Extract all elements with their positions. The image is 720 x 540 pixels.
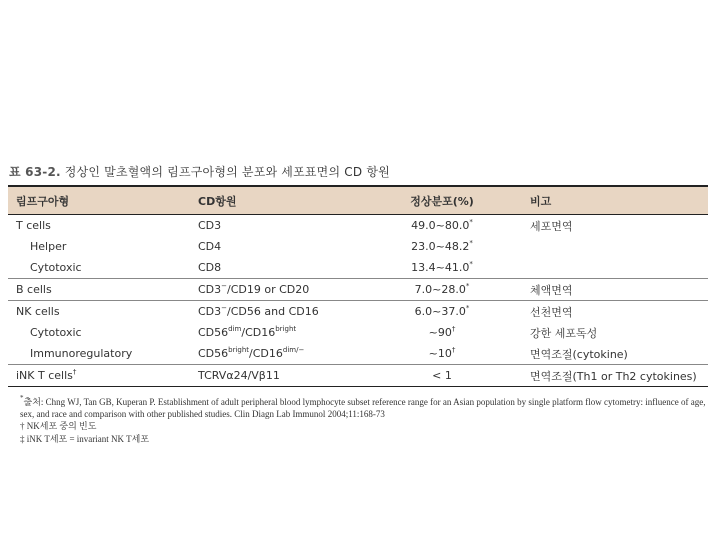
range-value: < 1 — [432, 369, 452, 382]
cell-subtype — [8, 343, 190, 365]
cd-main: TCRVα24/Vβ11 — [198, 369, 280, 382]
cell-normal-range — [362, 365, 522, 387]
cell-subtype — [8, 215, 190, 237]
subtype-label: NK cells — [16, 305, 60, 318]
range-mark: † — [451, 325, 456, 333]
cell-normal-range — [362, 322, 522, 343]
footnote-source-text: 출처: Chng WJ, Tan GB, Kuperan P. Establishment of adult peripheral blood lymphocyte subset reference range for an Asian population by single platform flow cytometry: influence of age, sex, and race and comparison with other published studies. Clin Diagn Lab Immunol 2004;11:168-73 — [20, 397, 706, 419]
cell-cd-antigen — [190, 236, 362, 257]
cell-cd-antigen — [190, 301, 362, 323]
footnote-source-mark: * — [20, 394, 24, 402]
range-value: ~10 — [428, 347, 452, 360]
cell-normal-range — [362, 343, 522, 365]
cell-cd-antigen — [190, 365, 362, 387]
footnote-source — [20, 396, 710, 420]
range-mark: * — [469, 260, 473, 268]
range-mark: * — [469, 218, 473, 226]
range-value: 49.0~80.0 — [411, 219, 470, 232]
cd-main: CD3 — [198, 305, 222, 318]
range-value: 23.0~48.2 — [411, 240, 470, 253]
cd-mid: /CD19 or CD20 — [227, 283, 310, 296]
range-value: 6.0~37.0 — [414, 305, 466, 318]
cd-main: CD3 — [198, 219, 222, 232]
cell-normal-range — [362, 301, 522, 323]
cd-sup-2: bright — [275, 325, 297, 333]
range-mark: * — [465, 282, 470, 290]
cell-subtype — [8, 301, 190, 323]
table-row — [8, 279, 708, 301]
cell-cd-antigen — [190, 279, 362, 301]
cell-subtype — [8, 279, 190, 301]
range-value: ~90 — [428, 326, 452, 339]
cell-note: 선천면역 — [522, 301, 708, 323]
range-mark: † — [451, 346, 456, 354]
cell-cd-antigen — [190, 343, 362, 365]
cd-mid: /CD16 — [241, 326, 276, 339]
cell-normal-range — [362, 236, 522, 257]
cd-sup-1: − — [221, 282, 228, 290]
cd-main: CD4 — [198, 240, 222, 253]
range-mark: * — [465, 304, 470, 312]
table-row — [8, 257, 708, 279]
subtype-label: B cells — [16, 283, 52, 296]
table-title — [9, 163, 390, 180]
range-value: 7.0~28.0 — [414, 283, 466, 296]
cell-note: 강한 세포독성 — [530, 326, 598, 340]
cd-sup-1: bright — [228, 346, 250, 354]
cell-cd-antigen — [190, 257, 362, 279]
cd-sup-2: dim/− — [282, 346, 305, 354]
table-caption: 정상인 말초혈액의 림프구아형의 분포와 세포표면의 CD 항원 — [64, 165, 390, 179]
table-header-row — [8, 186, 708, 215]
cell-cd-antigen — [190, 215, 362, 237]
cell-note: 체액면역 — [522, 279, 708, 301]
lymphocyte-table — [8, 185, 708, 387]
cell-note — [522, 236, 708, 257]
table-row — [8, 343, 708, 365]
table-row — [8, 365, 708, 387]
cd-main: CD8 — [198, 261, 222, 274]
table-row — [8, 236, 708, 257]
footnote-dagger-2: ‡ iNK T세포 = invariant NK T세포 — [20, 434, 150, 444]
subtype-label: Cytotoxic — [30, 326, 82, 339]
subtype-label: T cells — [16, 219, 51, 232]
subtype-label: iNK T cells — [16, 369, 73, 382]
cell-subtype — [8, 236, 190, 257]
table-number: 표 63-2. — [9, 165, 61, 179]
range-value: 13.4~41.0 — [411, 261, 470, 274]
cell-note — [522, 257, 708, 279]
subtype-mark: † — [72, 368, 77, 376]
cell-note: 면역조절(Th1 or Th2 cytokines) — [522, 365, 708, 387]
cd-sup-1: dim — [228, 325, 242, 333]
cell-note: 세포면역 — [522, 215, 708, 237]
header-subtype: 림프구아형 — [8, 186, 190, 215]
header-note: 비고 — [522, 186, 708, 215]
footnote-dagger-1: † NK세포 중의 빈도 — [20, 421, 97, 431]
cell-normal-range — [362, 215, 522, 237]
header-normal-range: 정상분포(%) — [362, 186, 522, 215]
cell-cd-antigen — [190, 322, 362, 343]
subtype-label: Immunoregulatory — [30, 347, 133, 360]
subtype-label: Cytotoxic — [30, 261, 82, 274]
subtype-label: Helper — [30, 240, 67, 253]
cd-main: CD3 — [198, 283, 222, 296]
cell-normal-range — [362, 279, 522, 301]
cell-subtype — [8, 257, 190, 279]
header-cd-antigen: CD항원 — [190, 186, 362, 215]
cell-subtype — [8, 365, 190, 387]
cd-sup-1: − — [221, 304, 228, 312]
table-row — [8, 215, 708, 237]
cd-main: CD56 — [198, 326, 229, 339]
table-row — [8, 322, 708, 343]
cd-main: CD56 — [198, 347, 229, 360]
table-row — [8, 301, 708, 323]
cell-subtype — [8, 322, 190, 343]
cd-mid: /CD56 and CD16 — [227, 305, 319, 318]
range-mark: * — [469, 239, 473, 247]
cell-normal-range — [362, 257, 522, 279]
cell-note: 면역조절(cytokine) — [530, 347, 628, 361]
cd-mid: /CD16 — [249, 347, 283, 360]
